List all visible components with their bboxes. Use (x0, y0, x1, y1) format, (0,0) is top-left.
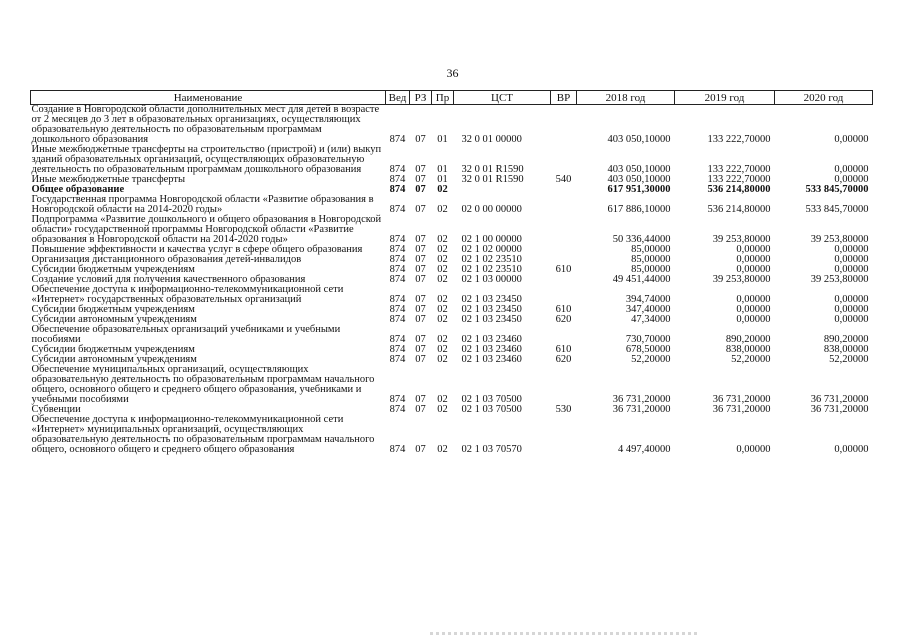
row-2019-cell: 536 214,80000 (707, 204, 771, 215)
row-2019-cell: 39 253,80000 (712, 234, 771, 245)
row-2018-cell: 347,40000 (625, 304, 671, 315)
row-name-cell: Создание условий для получения качественного образования (31, 274, 306, 285)
row-2019-cell: 36 731,20000 (712, 394, 771, 405)
row-vr-cell (551, 185, 577, 195)
row-2020-cell: 36 731,20000 (810, 404, 869, 415)
budget-table (30, 90, 873, 455)
row-vr-cell: 610 (555, 304, 572, 315)
column-header-pr: Пр (432, 91, 454, 105)
row-2020-cell: 0,00000 (834, 264, 869, 275)
row-rz-cell: 07 (415, 134, 426, 145)
row-pr-cell: 02 (437, 404, 448, 415)
row-rz-cell: 07 (415, 354, 426, 365)
row-2018-cell: 403 050,10000 (607, 134, 671, 145)
column-header-vr: ВР (551, 91, 577, 105)
row-2020-cell: 0,00000 (834, 244, 869, 255)
row-rz-cell: 07 (415, 294, 426, 305)
row-cst-cell: 02 1 03 23450 (461, 294, 522, 305)
row-rz-cell: 07 (415, 394, 426, 405)
row-2018-cell: 403 050,10000 (607, 164, 671, 175)
row-vr-cell (551, 145, 577, 175)
row-pr-cell: 01 (437, 134, 448, 145)
row-pr-cell: 02 (437, 244, 448, 255)
row-2018-cell: 36 731,20000 (612, 404, 671, 415)
table-header-row (31, 91, 873, 105)
row-ved-cell: 874 (389, 204, 406, 215)
row-name-cell: Субсидии автономным учреждениям (31, 354, 197, 365)
row-name-cell: Иные межбюджетные трансферты (31, 174, 186, 185)
row-2019-cell: 0,00000 (736, 294, 771, 305)
row-name-cell: Обеспечение образовательных организаций учебниками и учебными пособиями (31, 324, 341, 345)
row-vr-cell: 610 (555, 344, 572, 355)
row-vr-cell: 620 (555, 354, 572, 365)
row-pr-cell: 01 (437, 174, 448, 185)
row-2020-cell: 39 253,80000 (810, 234, 869, 245)
table-row (31, 145, 873, 175)
row-name-cell: Субсидии автономным учреждениям (31, 314, 197, 325)
row-rz-cell: 07 (415, 264, 426, 275)
row-rz-cell: 07 (415, 204, 426, 215)
row-name-cell: Субсидии бюджетным учреждениям (31, 344, 195, 355)
row-2020-cell: 0,00000 (834, 294, 869, 305)
row-cst-cell: 02 1 02 23510 (461, 264, 522, 275)
row-2019-cell: 0,00000 (736, 254, 771, 265)
row-pr-cell: 02 (437, 394, 448, 405)
row-2019-cell: 133 222,70000 (707, 174, 771, 185)
row-ved-cell: 874 (389, 334, 406, 345)
row-vr-cell: 540 (555, 174, 572, 185)
row-rz-cell: 07 (415, 314, 426, 325)
row-ved-cell: 874 (389, 404, 406, 415)
row-vr-cell (551, 285, 577, 305)
row-cst-cell: 02 1 03 70500 (461, 404, 522, 415)
row-2018-cell: 50 336,44000 (612, 234, 671, 245)
row-ved-cell: 874 (389, 134, 406, 145)
row-ved-cell: 874 (389, 174, 406, 185)
row-2018-cell: 730,70000 (625, 334, 671, 345)
row-ved-cell: 874 (389, 294, 406, 305)
row-cst-cell: 02 1 03 23450 (461, 314, 522, 325)
row-2020-cell: 0,00000 (834, 174, 869, 185)
row-cst-cell: 32 0 01 00000 (461, 134, 522, 145)
row-rz-cell: 07 (415, 184, 426, 195)
row-name-cell: Субсидии бюджетным учреждениям (31, 304, 195, 315)
row-pr-cell: 02 (437, 254, 448, 265)
row-name-cell: Обеспечение доступа к информационно-телекоммуникационной сети «Интернет» муниципальных организаций, осуществляющих образовательную деятельность по образовательным программам начального общего, основного общего и среднего общего образования (31, 414, 375, 455)
table-row (31, 195, 873, 215)
row-ved-cell: 874 (389, 274, 406, 285)
column-header-cst: ЦСТ (454, 91, 551, 105)
table-body (31, 105, 873, 456)
row-ved-cell: 874 (389, 314, 406, 325)
row-2018-cell: 85,00000 (631, 264, 671, 275)
row-vr-cell: 610 (555, 264, 572, 275)
row-vr-cell (551, 275, 577, 285)
table-row (31, 105, 873, 146)
row-pr-cell: 02 (437, 334, 448, 345)
table-row (31, 365, 873, 405)
row-rz-cell: 07 (415, 174, 426, 185)
row-cst-cell: 02 1 02 23510 (461, 254, 522, 265)
row-2020-cell: 0,00000 (834, 314, 869, 325)
row-2019-cell: 0,00000 (736, 444, 771, 455)
row-cst-cell: 02 1 03 23460 (461, 334, 522, 345)
row-name-cell: Обеспечение муниципальных организаций, осуществляющих образовательную деятельность по образовательным программам начального общего, основного общего и среднего общего образования, учебниками и учебными пособиями (31, 364, 375, 405)
row-2018-cell: 52,20000 (631, 354, 671, 365)
row-ved-cell: 874 (389, 304, 406, 315)
row-rz-cell: 07 (415, 244, 426, 255)
row-ved-cell: 874 (389, 344, 406, 355)
row-2019-cell: 133 222,70000 (707, 134, 771, 145)
row-ved-cell: 874 (389, 184, 406, 195)
row-ved-cell: 874 (389, 164, 406, 175)
row-rz-cell: 07 (415, 234, 426, 245)
row-2020-cell: 39 253,80000 (810, 274, 869, 285)
row-cst-cell: 32 0 01 R1590 (461, 174, 524, 185)
row-2018-cell: 85,00000 (631, 254, 671, 265)
row-name-cell: Обеспечение доступа к информационно-телекоммуникационной сети «Интернет» государственных образовательных организаций (31, 284, 344, 305)
row-rz-cell: 07 (415, 344, 426, 355)
row-ved-cell: 874 (389, 354, 406, 365)
row-cst-cell: 32 0 01 R1590 (461, 164, 524, 175)
table-row (31, 325, 873, 345)
row-2019-cell: 0,00000 (736, 264, 771, 275)
row-cst-cell (454, 185, 551, 195)
row-2020-cell: 533 845,70000 (805, 204, 869, 215)
column-header-2020: 2020 год (775, 91, 873, 105)
row-name-cell: Субсидии бюджетным учреждениям (31, 264, 195, 275)
row-cst-cell: 02 1 03 00000 (461, 274, 522, 285)
row-rz-cell: 07 (415, 164, 426, 175)
row-2020-cell: 533 845,70000 (805, 184, 869, 195)
row-pr-cell: 01 (437, 164, 448, 175)
row-pr-cell: 02 (437, 274, 448, 285)
row-2020-cell: 890,20000 (823, 334, 869, 345)
row-2019-cell: 536 214,80000 (707, 184, 771, 195)
row-2018-cell: 617 951,30000 (607, 184, 671, 195)
column-header-rz: РЗ (410, 91, 432, 105)
row-2018-cell: 394,74000 (625, 294, 671, 305)
row-pr-cell: 02 (437, 294, 448, 305)
row-2019-cell: 890,20000 (725, 334, 771, 345)
row-name-cell: Государственная программа Новгородской области «Развитие образования в Новгородской области на 2014-2020 годы» (31, 194, 374, 215)
table-row (31, 215, 873, 245)
row-cst-cell: 02 0 00 00000 (461, 204, 522, 215)
row-2019-cell: 0,00000 (736, 304, 771, 315)
row-2020-cell: 838,00000 (823, 344, 869, 355)
row-2019-cell: 39 253,80000 (712, 274, 771, 285)
row-vr-cell (551, 245, 577, 255)
row-vr-cell: 620 (555, 314, 572, 325)
row-rz-cell: 07 (415, 404, 426, 415)
row-pr-cell: 02 (437, 234, 448, 245)
row-name-cell: Создание в Новгородской области дополнительных мест для детей в возрасте от 2 месяцев до 3 лет в образовательных организациях, осуществляющих образовательную деятельность по образовательным программам дошкольного образования (31, 104, 380, 145)
row-2019-cell: 838,00000 (725, 344, 771, 355)
row-2018-cell: 49 451,44000 (612, 274, 671, 285)
row-pr-cell: 02 (437, 264, 448, 275)
row-vr-cell (551, 325, 577, 345)
row-2019-cell: 36 731,20000 (712, 404, 771, 415)
row-2018-cell: 4 497,40000 (618, 444, 671, 455)
row-name-cell: Повышение эффективности и качества услуг в сфере общего образования (31, 244, 363, 255)
row-2020-cell: 36 731,20000 (810, 394, 869, 405)
row-rz-cell: 07 (415, 444, 426, 455)
row-vr-cell: 530 (555, 404, 572, 415)
row-cst-cell: 02 1 03 23450 (461, 304, 522, 315)
row-name-cell: Подпрограмма «Развитие дошкольного и общего образования в Новгородской области» государственной программы Новгородской области «Развитие образования в Новгородской области на 2014-2020 годы» (31, 214, 382, 245)
row-rz-cell: 07 (415, 304, 426, 315)
row-2018-cell: 678,50000 (625, 344, 671, 355)
row-pr-cell: 02 (437, 314, 448, 325)
column-header-name: Наименование (31, 91, 386, 105)
row-ved-cell: 874 (389, 264, 406, 275)
row-pr-cell: 02 (437, 204, 448, 215)
row-cst-cell: 02 1 00 00000 (461, 234, 522, 245)
row-2018-cell: 36 731,20000 (612, 394, 671, 405)
row-cst-cell: 02 1 03 23460 (461, 344, 522, 355)
row-cst-cell: 02 1 03 23460 (461, 354, 522, 365)
row-vr-cell (551, 365, 577, 405)
row-2020-cell: 0,00000 (834, 254, 869, 265)
row-pr-cell: 02 (437, 354, 448, 365)
row-2018-cell: 617 886,10000 (607, 204, 671, 215)
row-ved-cell: 874 (389, 394, 406, 405)
row-2020-cell: 0,00000 (834, 134, 869, 145)
row-name-cell: Общее образование (31, 184, 125, 195)
row-2019-cell: 0,00000 (736, 244, 771, 255)
row-name-cell: Иные межбюджетные трансферты на строительство (пристрой) и (или) выкуп зданий образовательных организаций, осуществляющих образовательную деятельность по образовательным программам дошкольного образования (31, 144, 382, 175)
row-2019-cell: 52,20000 (731, 354, 771, 365)
table-row (31, 415, 873, 455)
row-ved-cell: 874 (389, 254, 406, 265)
column-header-2019: 2019 год (675, 91, 775, 105)
row-pr-cell: 02 (437, 444, 448, 455)
row-rz-cell: 07 (415, 334, 426, 345)
scan-artifact (430, 632, 700, 635)
row-cst-cell: 02 1 02 00000 (461, 244, 522, 255)
row-pr-cell: 02 (437, 304, 448, 315)
column-header-2018: 2018 год (577, 91, 675, 105)
page-number: 36 (446, 66, 459, 80)
row-name-cell: Организация дистанционного образования детей-инвалидов (31, 254, 302, 265)
row-2020-cell: 52,20000 (829, 354, 869, 365)
row-ved-cell: 874 (389, 244, 406, 255)
row-2018-cell: 47,34000 (631, 314, 671, 325)
row-2020-cell: 0,00000 (834, 164, 869, 175)
row-pr-cell: 02 (437, 344, 448, 355)
row-name-cell: Субвенции (31, 404, 81, 415)
row-pr-cell: 02 (437, 184, 448, 195)
row-rz-cell: 07 (415, 254, 426, 265)
row-rz-cell: 07 (415, 274, 426, 285)
row-2018-cell: 85,00000 (631, 244, 671, 255)
row-2020-cell: 0,00000 (834, 444, 869, 455)
row-ved-cell: 874 (389, 444, 406, 455)
row-vr-cell (551, 105, 577, 146)
row-cst-cell: 02 1 03 70500 (461, 394, 522, 405)
row-2019-cell: 133 222,70000 (707, 164, 771, 175)
row-ved-cell: 874 (389, 234, 406, 245)
row-vr-cell (551, 195, 577, 215)
row-vr-cell (551, 215, 577, 245)
table-row (31, 285, 873, 305)
row-2019-cell: 0,00000 (736, 314, 771, 325)
column-header-ved: Вед (386, 91, 410, 105)
row-2018-cell: 403 050,10000 (607, 174, 671, 185)
row-2020-cell: 0,00000 (834, 304, 869, 315)
row-vr-cell (551, 415, 577, 455)
row-cst-cell: 02 1 03 70570 (461, 444, 522, 455)
